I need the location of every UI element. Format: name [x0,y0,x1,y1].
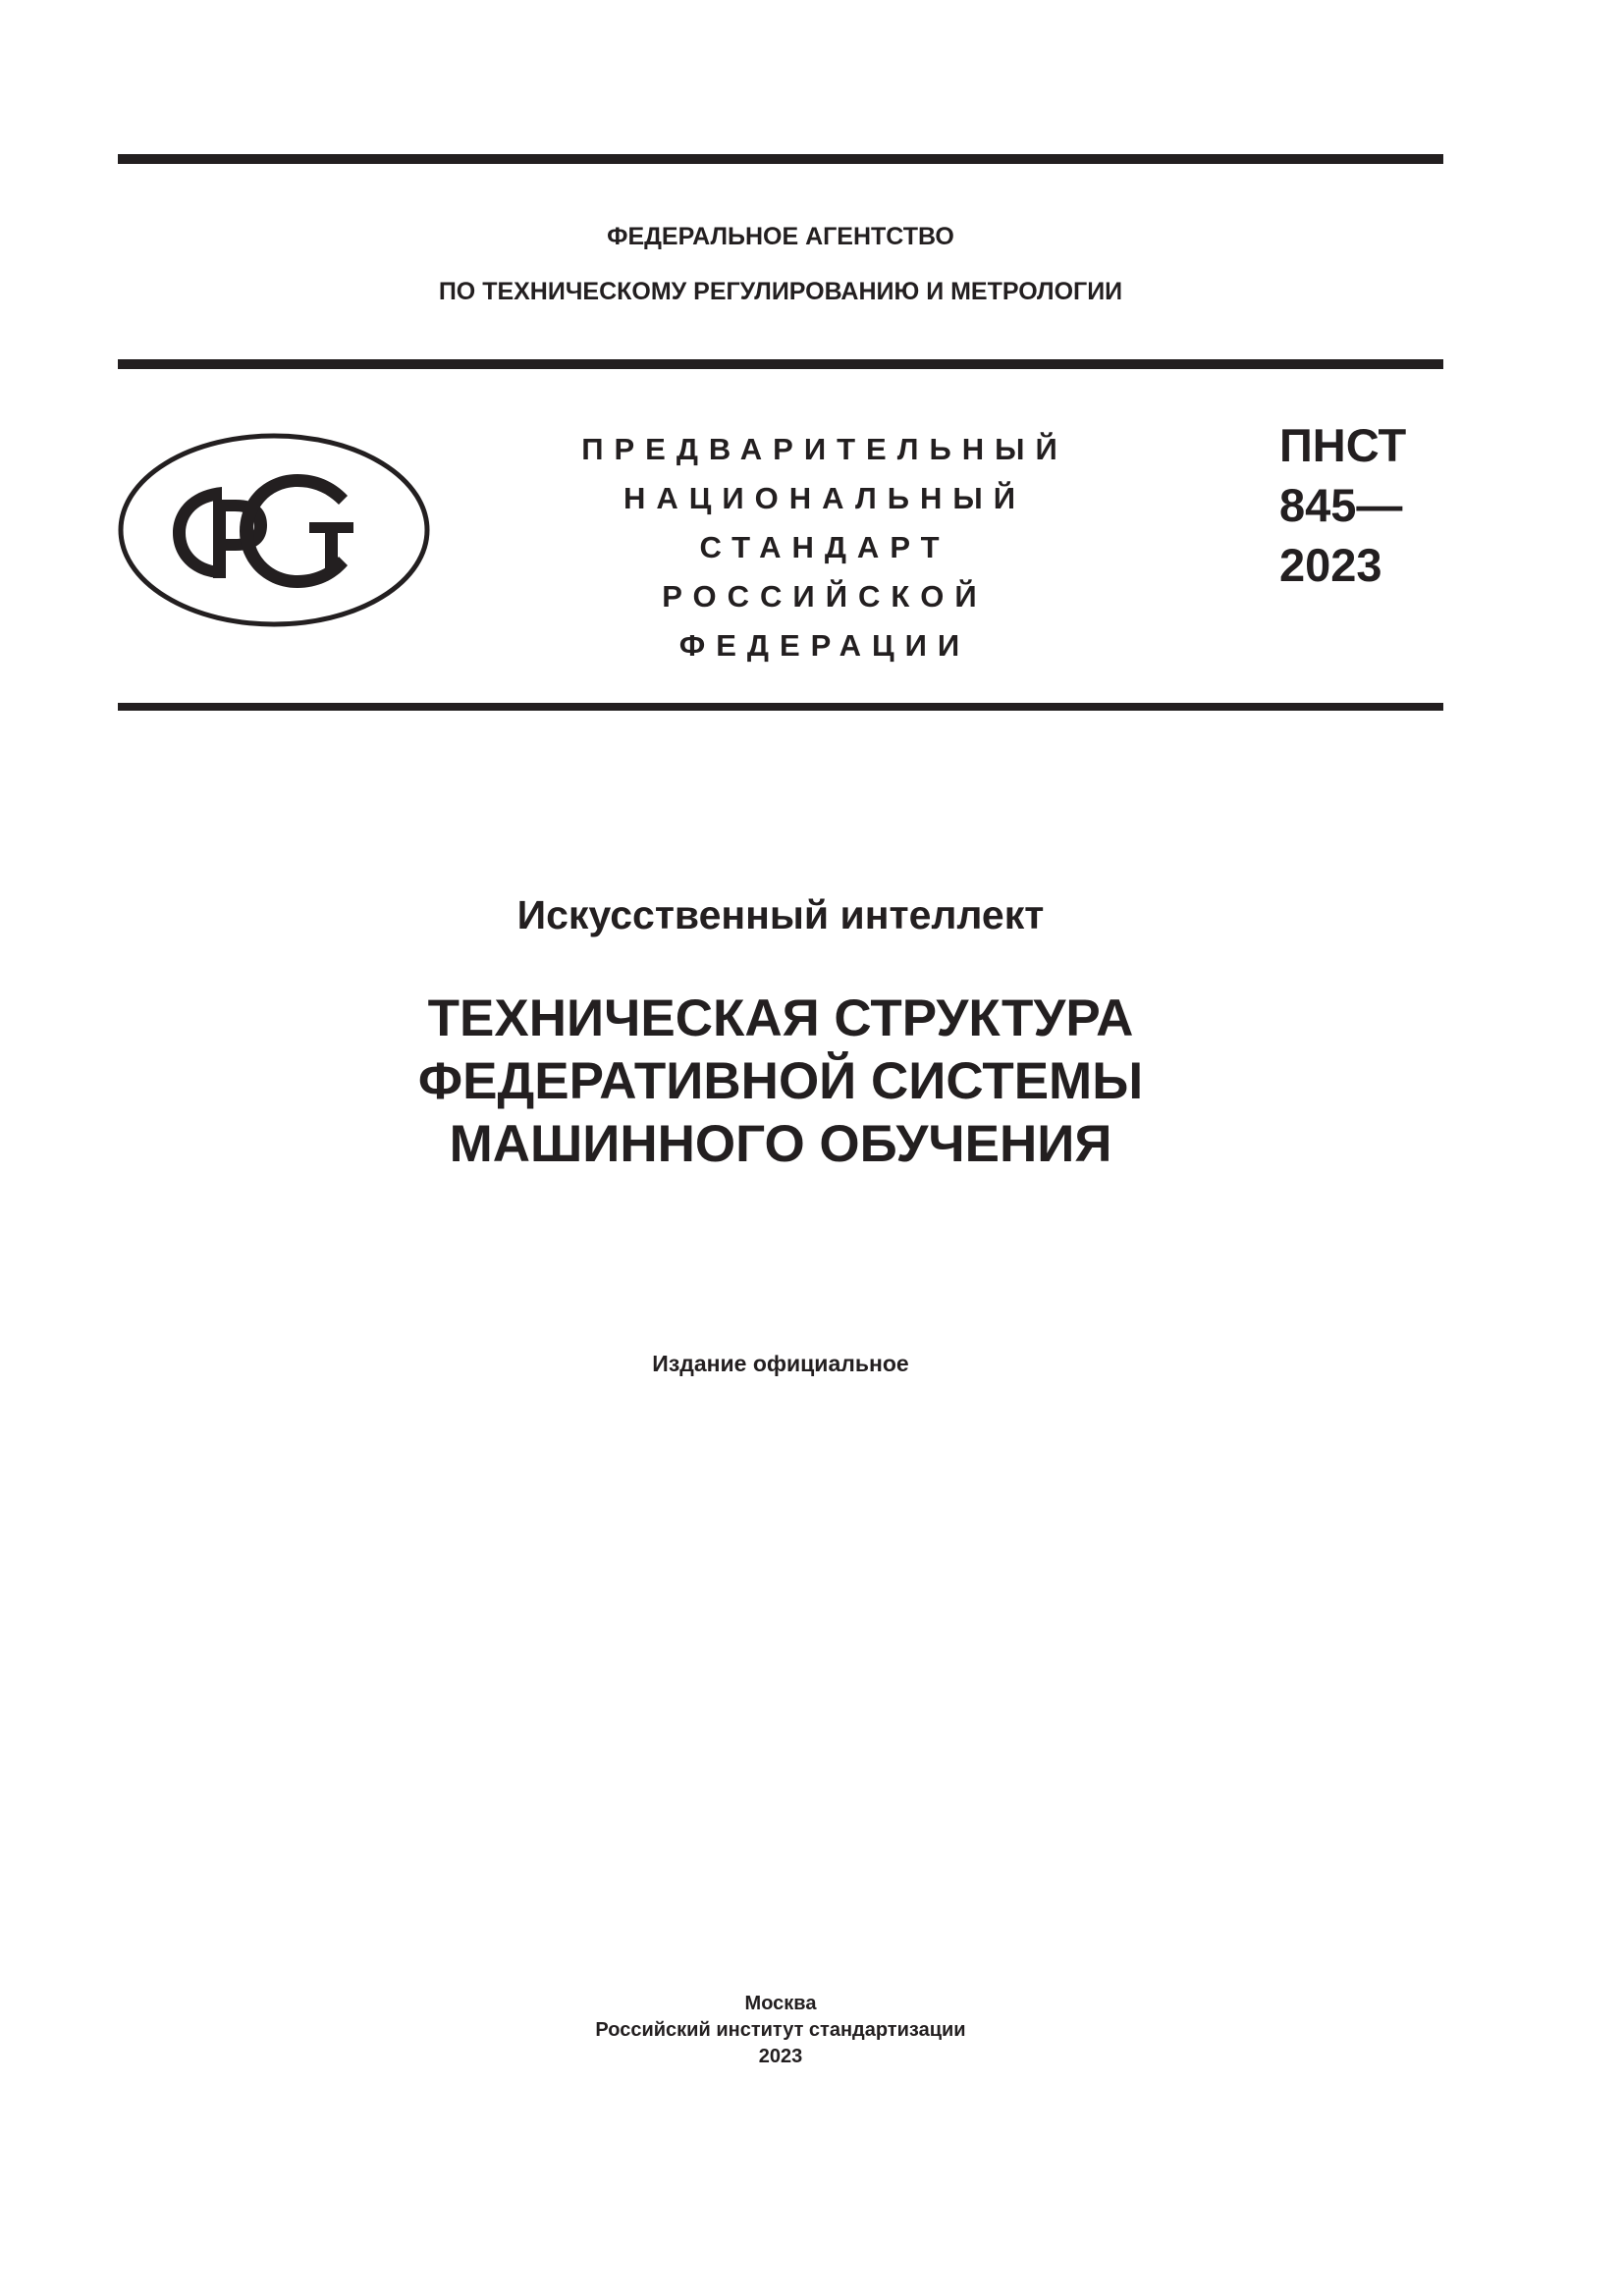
header-bottom-rule [118,703,1443,711]
header-rule [118,359,1443,369]
designation-prefix: ПНСТ [1279,419,1407,471]
imprint-year: 2023 [758,2046,803,2067]
standard-designation [1279,415,1436,595]
designation-number: 845— [1279,479,1403,531]
imprint [118,1991,1443,2070]
title-main [118,988,1443,1176]
standard-type-line: СТАНДАРТ [699,530,950,564]
agency-name-line-2: ПО ТЕХНИЧЕСКОМУ РЕГУЛИРОВАНИЮ И МЕТРОЛОГИИ [438,278,1123,305]
imprint-city: Москва [744,1993,817,2014]
gost-r-mark-icon [116,431,432,629]
standard-type-line: ФЕДЕРАЦИИ [678,628,971,663]
standard-type-line: ПРЕДВАРИТЕЛЬНЫЙ [581,432,1068,466]
top-rule [118,154,1443,164]
standard-type-line: НАЦИОНАЛЬНЫЙ [623,481,1027,515]
title-main-line: ТЕХНИЧЕСКАЯ СТРУКТУРА [427,989,1134,1047]
standard-type-block [550,425,1100,670]
title-main-line: МАШИННОГО ОБУЧЕНИЯ [449,1115,1112,1173]
agency-name-line-1: ФЕДЕРАЛЬНОЕ АГЕНТСТВО [607,223,954,250]
designation-year: 2023 [1279,539,1382,591]
title-general: Искусственный интеллект [516,892,1045,937]
edition-label: Издание официальное [652,1351,909,1376]
imprint-publisher: Российский институт стандартизации [595,2019,966,2041]
standard-type-line: РОССИЙСКОЙ [662,579,988,614]
title-main-line: ФЕДЕРАТИВНОЙ СИСТЕМЫ [417,1052,1144,1110]
